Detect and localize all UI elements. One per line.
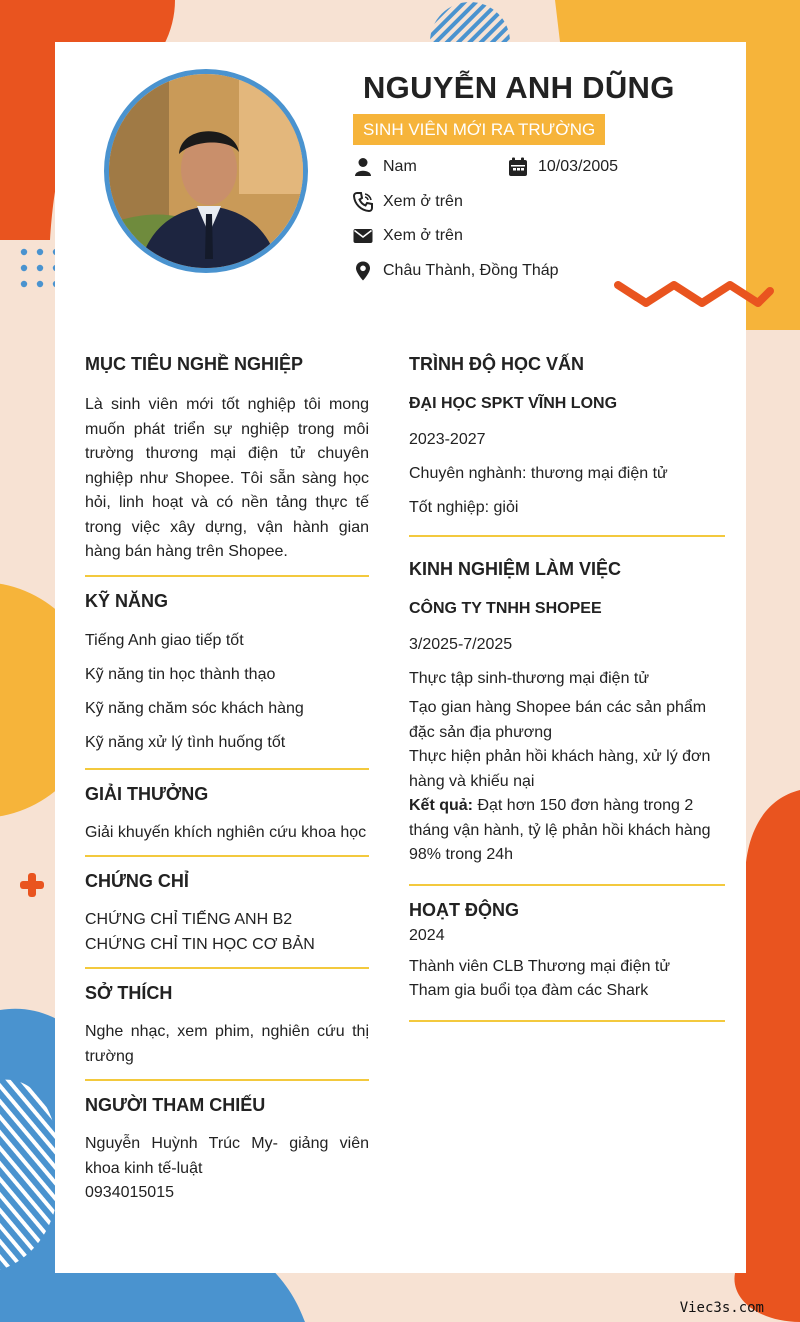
objective-text: Là sinh viên mới tốt nghiệp tôi mong muốn phát triển sự nghiệp trong môi trường thương mại điện tử chuyên nghiệp như Shopee. Tôi sẵn sàng học hỏi, linh hoạt và có nền tảng thực tế trong việc xây dựng, vận hành gian hàng bán hàng trên Shopee. (85, 396, 369, 560)
profile-photo (104, 69, 308, 273)
activity-item: Thành viên CLB Thương mại điện tử (409, 957, 671, 975)
certificate-item: CHỨNG CHỈ TIẾNG ANH B2 (85, 911, 293, 928)
company-name: CÔNG TY TNHH SHOPEE (409, 600, 602, 617)
references-text: Nguyễn Huỳnh Trúc My- giảng viên khoa kinh tế-luật (85, 1135, 369, 1177)
section-divider (85, 967, 369, 969)
education-major: Chuyên nghành: thương mại điện tử (409, 465, 668, 482)
address-row (353, 261, 559, 281)
calendar-icon (508, 157, 528, 177)
objective-title: MỤC TIÊU NGHỀ NGHIỆP (85, 354, 304, 374)
birthdate-row (508, 157, 618, 177)
education-grade: Tốt nghiệp: giỏi (409, 499, 519, 516)
experience-task: Thực hiện phản hồi khách hàng, xử lý đơn hàng và khiếu nại (409, 748, 711, 790)
section-divider (409, 884, 725, 886)
candidate-name: NGUYỄN ANH DŨNG (363, 70, 675, 105)
education-period: 2023-2027 (409, 431, 486, 448)
awards-title: GIẢI THƯỞNG (85, 783, 209, 804)
section-divider (85, 768, 369, 770)
awards-text: Giải khuyến khích nghiên cứu khoa học (85, 823, 367, 841)
certificates-title: CHỨNG CHỈ (85, 871, 189, 891)
location-pin-icon (353, 261, 373, 281)
section-divider (85, 855, 369, 857)
result-text: Đạt hơn 150 đơn hàng trong 2 tháng vận hành, tỷ lệ phản hồi khách hàng 98% trong 24h (409, 797, 711, 863)
gender-row (353, 157, 417, 177)
result-label: Kết quả: (409, 797, 473, 814)
experience-title: KINH NGHIỆM LÀM VIỆC (409, 559, 622, 579)
experience-result (409, 794, 725, 868)
person-icon (353, 157, 373, 177)
experience-task: Tạo gian hàng Shopee bán các sản phẩm đặc sản địa phương (409, 699, 707, 741)
education-title: TRÌNH ĐỘ HỌC VẤN (409, 354, 584, 374)
email-row (353, 226, 463, 246)
email-text: Xem ở trên (383, 227, 463, 244)
phone-icon (353, 192, 373, 212)
experience-period: 3/2025-7/2025 (409, 636, 513, 653)
address-text: Châu Thành, Đồng Tháp (383, 262, 559, 279)
phone-row (353, 192, 463, 212)
certificate-item: CHỨNG CHỈ TIN HỌC CƠ BẢN (85, 935, 315, 953)
job-title-badge: SINH VIÊN MỚI RA TRƯỜNG (353, 114, 605, 145)
experience-position: Thực tập sinh-thương mại điện tử (409, 670, 650, 687)
right-column (409, 354, 725, 1022)
gender-text: Nam (383, 158, 417, 175)
hobbies-text: Nghe nhạc, xem phim, nghiên cứu thị trường (85, 1023, 369, 1065)
skill-item: Tiếng Anh giao tiếp tốt (85, 631, 244, 649)
skill-item: Kỹ năng chăm sóc khách hàng (85, 699, 304, 717)
skills-title: KỸ NĂNG (85, 590, 169, 611)
birthdate-text: 10/03/2005 (538, 158, 619, 175)
watermark: Viec3s.com (679, 1300, 764, 1316)
school-name: ĐẠI HỌC SPKT VĨNH LONG (409, 395, 618, 412)
section-divider (85, 1079, 369, 1081)
references-phone: 0934015015 (85, 1184, 174, 1201)
skill-item: Kỹ năng tin học thành thạo (85, 665, 276, 683)
skill-item: Kỹ năng xử lý tình huống tốt (85, 733, 286, 751)
section-divider (409, 535, 725, 537)
references-title: NGƯỜI THAM CHIẾU (85, 1095, 266, 1115)
section-divider (409, 1020, 725, 1022)
zigzag-decoration (610, 275, 780, 315)
phone-text: Xem ở trên (383, 193, 463, 210)
activities-year: 2024 (409, 926, 445, 944)
left-column (85, 354, 369, 1206)
hobbies-title: SỞ THÍCH (85, 983, 173, 1003)
section-divider (85, 575, 369, 577)
envelope-icon (353, 226, 373, 246)
activity-item: Tham gia buổi tọa đàm các Shark (409, 982, 649, 999)
activities-title: HOẠT ĐỘNG (409, 899, 519, 920)
